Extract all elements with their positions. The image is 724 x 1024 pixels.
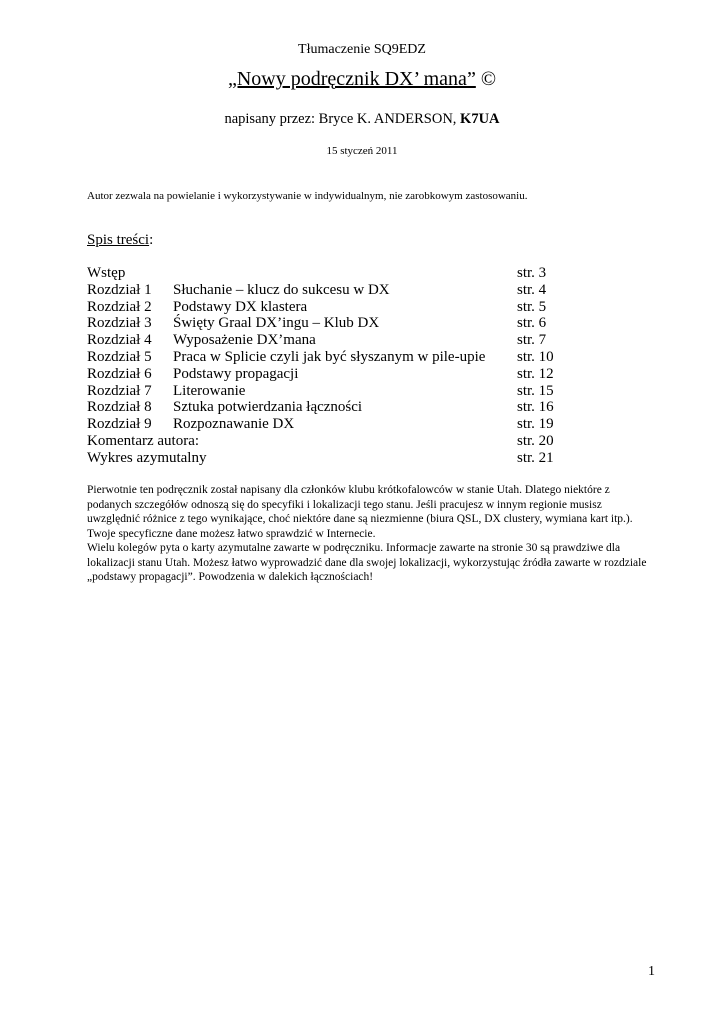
- toc-page-ref: str. 5: [517, 298, 547, 315]
- toc-heading-colon: :: [149, 232, 154, 248]
- toc-chapter: Wstęp: [87, 265, 126, 281]
- toc-topic: Rozpoznawanie DX: [173, 416, 295, 433]
- toc-page-ref: str. 4: [517, 281, 547, 298]
- toc-row: [87, 265, 587, 282]
- table-of-contents: [87, 265, 587, 467]
- toc-chapter: Rozdział 2: [87, 298, 152, 315]
- toc-page-ref: str. 12: [517, 365, 554, 382]
- toc-topic: Podstawy propagacji: [173, 365, 299, 382]
- document-title-text: „Nowy podręcznik DX’ mana”: [227, 68, 476, 90]
- toc-topic: Sztuka potwierdzania łączności: [173, 399, 363, 416]
- copyright-notice: Autor zezwala na powielanie i wykorzystywanie w indywidualnym, nie zarobkowym zastosowaniu.: [87, 190, 528, 202]
- toc-page-ref: str. 10: [517, 348, 554, 365]
- toc-page-ref: str. 6: [517, 315, 547, 332]
- toc-chapter: Rozdział 8: [87, 399, 152, 416]
- toc-page-ref: str. 16: [517, 399, 554, 416]
- toc-chapter: Rozdział 7: [87, 382, 152, 399]
- toc-chapter: Rozdział 1: [87, 281, 152, 298]
- toc-chapter: Rozdział 9: [87, 416, 152, 433]
- toc-topic: Słuchanie – klucz do sukcesu w DX: [173, 281, 390, 298]
- toc-heading-text: Spis treści: [87, 232, 150, 248]
- document-date: 15 styczeń 2011: [326, 145, 398, 157]
- toc-chapter: Komentarz autora:: [87, 432, 200, 449]
- author-prefix: napisany przez: Bryce K. ANDERSON,: [224, 111, 461, 127]
- toc-row: [87, 366, 587, 383]
- intro-text: [87, 483, 657, 585]
- toc-topic: Podstawy DX klastera: [173, 298, 308, 315]
- toc-page-ref: str. 21: [517, 449, 554, 466]
- toc-page-ref: str. 20: [517, 432, 554, 449]
- toc-row: [87, 282, 587, 299]
- toc-row: [87, 416, 587, 433]
- toc-chapter: Rozdział 3: [87, 315, 152, 332]
- toc-row: [87, 399, 587, 416]
- translator-credit: Tłumaczenie SQ9EDZ: [298, 42, 426, 57]
- toc-topic: Praca w Splicie czyli jak być słyszanym w pile-upie: [173, 348, 486, 365]
- toc-row: [87, 299, 587, 316]
- toc-row: [87, 315, 587, 332]
- toc-row: [87, 450, 587, 467]
- toc-chapter: Wykres azymutalny: [87, 449, 207, 466]
- toc-chapter: Rozdział 5: [87, 348, 152, 365]
- copyright-symbol: ©: [480, 68, 497, 90]
- toc-row: [87, 433, 587, 450]
- toc-heading: [87, 232, 153, 249]
- intro-paragraph-2: Wielu kolegów pyta o karty azymutalne zawarte w podręczniku. Informacje zawarte na stronie 30 są prawdziwe dla lokalizacji stanu Utah. Możesz łatwo wyprowadzić dane dla swojej lokalizacji, wykorzystując źródła zawarte w rozdziale „podstawy propagacji”. Powodzenia w dalekich łącznościach!: [87, 542, 647, 583]
- intro-paragraph-1: Pierwotnie ten podręcznik został napisany dla członków klubu krótkofalowców w stanie Utah. Dlatego niektóre z podanych szczegółów odnoszą się do specyfiki i lokalizacji tego stanu. Jeśli pracujesz w innym regionie musisz uwzględnić różnice z tego wynikające, choć niektóre dane są niezmienne (biura QSL, DX clustery, wymiana kart itp.). Twoje specyficzne dane możesz łatwo sprawdzić w Internecie.: [87, 484, 633, 540]
- toc-row: [87, 332, 587, 349]
- toc-row: [87, 383, 587, 400]
- toc-topic: Literowanie: [173, 382, 246, 399]
- toc-topic: Wyposażenie DX’mana: [173, 332, 316, 349]
- toc-chapter: Rozdział 4: [87, 332, 152, 349]
- author-callsign: K7UA: [460, 111, 500, 127]
- author-line: [0, 111, 724, 128]
- document-title: [0, 68, 724, 91]
- toc-page-ref: str. 15: [517, 382, 554, 399]
- toc-chapter: Rozdział 6: [87, 365, 152, 382]
- toc-page-ref: str. 3: [517, 265, 547, 281]
- toc-page-ref: str. 7: [517, 332, 547, 349]
- toc-row: [87, 349, 587, 366]
- toc-page-ref: str. 19: [517, 416, 554, 433]
- toc-topic: Święty Graal DX’ingu – Klub DX: [173, 315, 380, 332]
- page-number: 1: [648, 964, 655, 979]
